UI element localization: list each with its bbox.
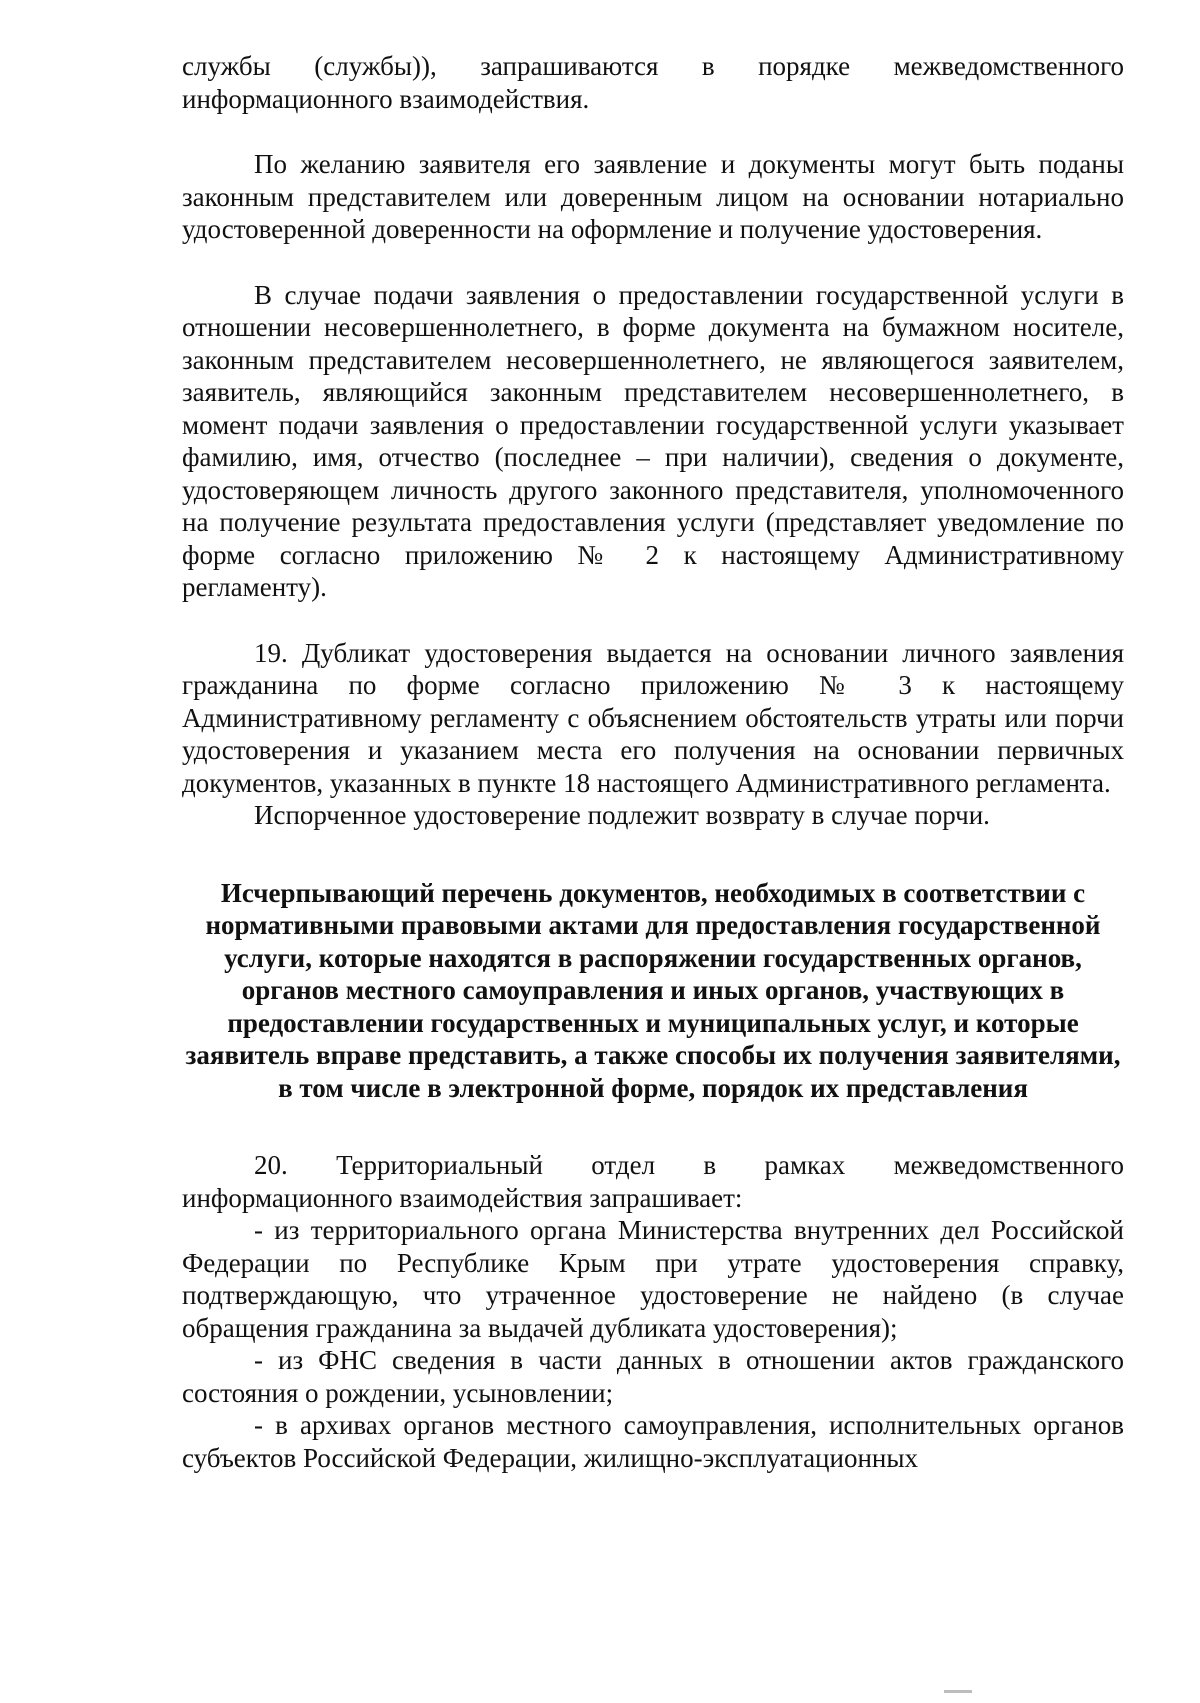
paragraph-damaged-return: Испорченное удостоверение подлежит возврату в случае порчи. — [254, 800, 990, 830]
list-item-mvd: - из территориального органа Министерства внутренних дел Российской Федерации по Республике Крым при утрате удостоверения справку, подтверждающую, что утраченное удостоверение не найдено (в случае обращения гражданина за выдачей дубликата удостоверения); — [182, 1215, 1124, 1343]
document-page — [182, 50, 1124, 1474]
section-heading: Исчерпывающий перечень документов, необходимых в соответствии с нормативными правовыми актами для предоставления государственной услуги, которые находятся в распоряжении государственных органов, органов местного самоуправления и иных органов, участвующих в предоставлении государственных и муниципальных услуг, и которые заявитель вправе представить, а также способы их получения заявителями, в том числе в электронной форме, порядок их представления — [185, 877, 1121, 1103]
scan-artifact — [944, 1690, 972, 1693]
paragraph-19-duplicate: 19. Дубликат удостоверения выдается на основании личного заявления гражданина по форме согласно приложению № 3 к настоящему Административному регламенту с объяснением обстоятельств утраты или порчи удостоверения и указанием места его получения на основании первичных документов, указанных в пункте 18 настоящего Административного регламента. — [182, 637, 1124, 798]
paragraph-continuation: службы (службы)), запрашиваются в порядке межведомственного информационного взаимодействия. — [182, 51, 1124, 114]
paragraph-minor: В случае подачи заявления о предоставлении государственной услуги в отношении несовершеннолетнего, в форме документа на бумажном носителе, законным представителем несовершеннолетнего, не являющегося заявителем, заявитель, являющийся законным представителем несовершеннолетнего, в момент подачи заявления о предоставлении государственной услуги указывает фамилию, имя, отчество (последнее – при наличии), сведения о документе, удостоверяющем личность другого законного представителя, уполномоченного на получение результата предоставления услуги (представляет уведомление по форме согласно приложению № 2 к настоящему Административному регламенту). — [182, 279, 1124, 602]
list-item-fns: - из ФНС сведения в части данных в отношении актов гражданского состояния о рождении, усыновлении; — [182, 1345, 1124, 1408]
paragraph-20-intro: 20. Территориальный отдел в рамках межведомственного информационного взаимодействия запрашивает: — [182, 1150, 1124, 1213]
paragraph-representative: По желанию заявителя его заявление и документы могут быть поданы законным представителем или доверенным лицом на основании нотариально удостоверенной доверенности на оформление и получение удостоверения. — [182, 149, 1124, 244]
list-item-archives: - в архивах органов местного самоуправления, исполнительных органов субъектов Российской Федерации, жилищно-эксплуатационных — [182, 1410, 1124, 1473]
